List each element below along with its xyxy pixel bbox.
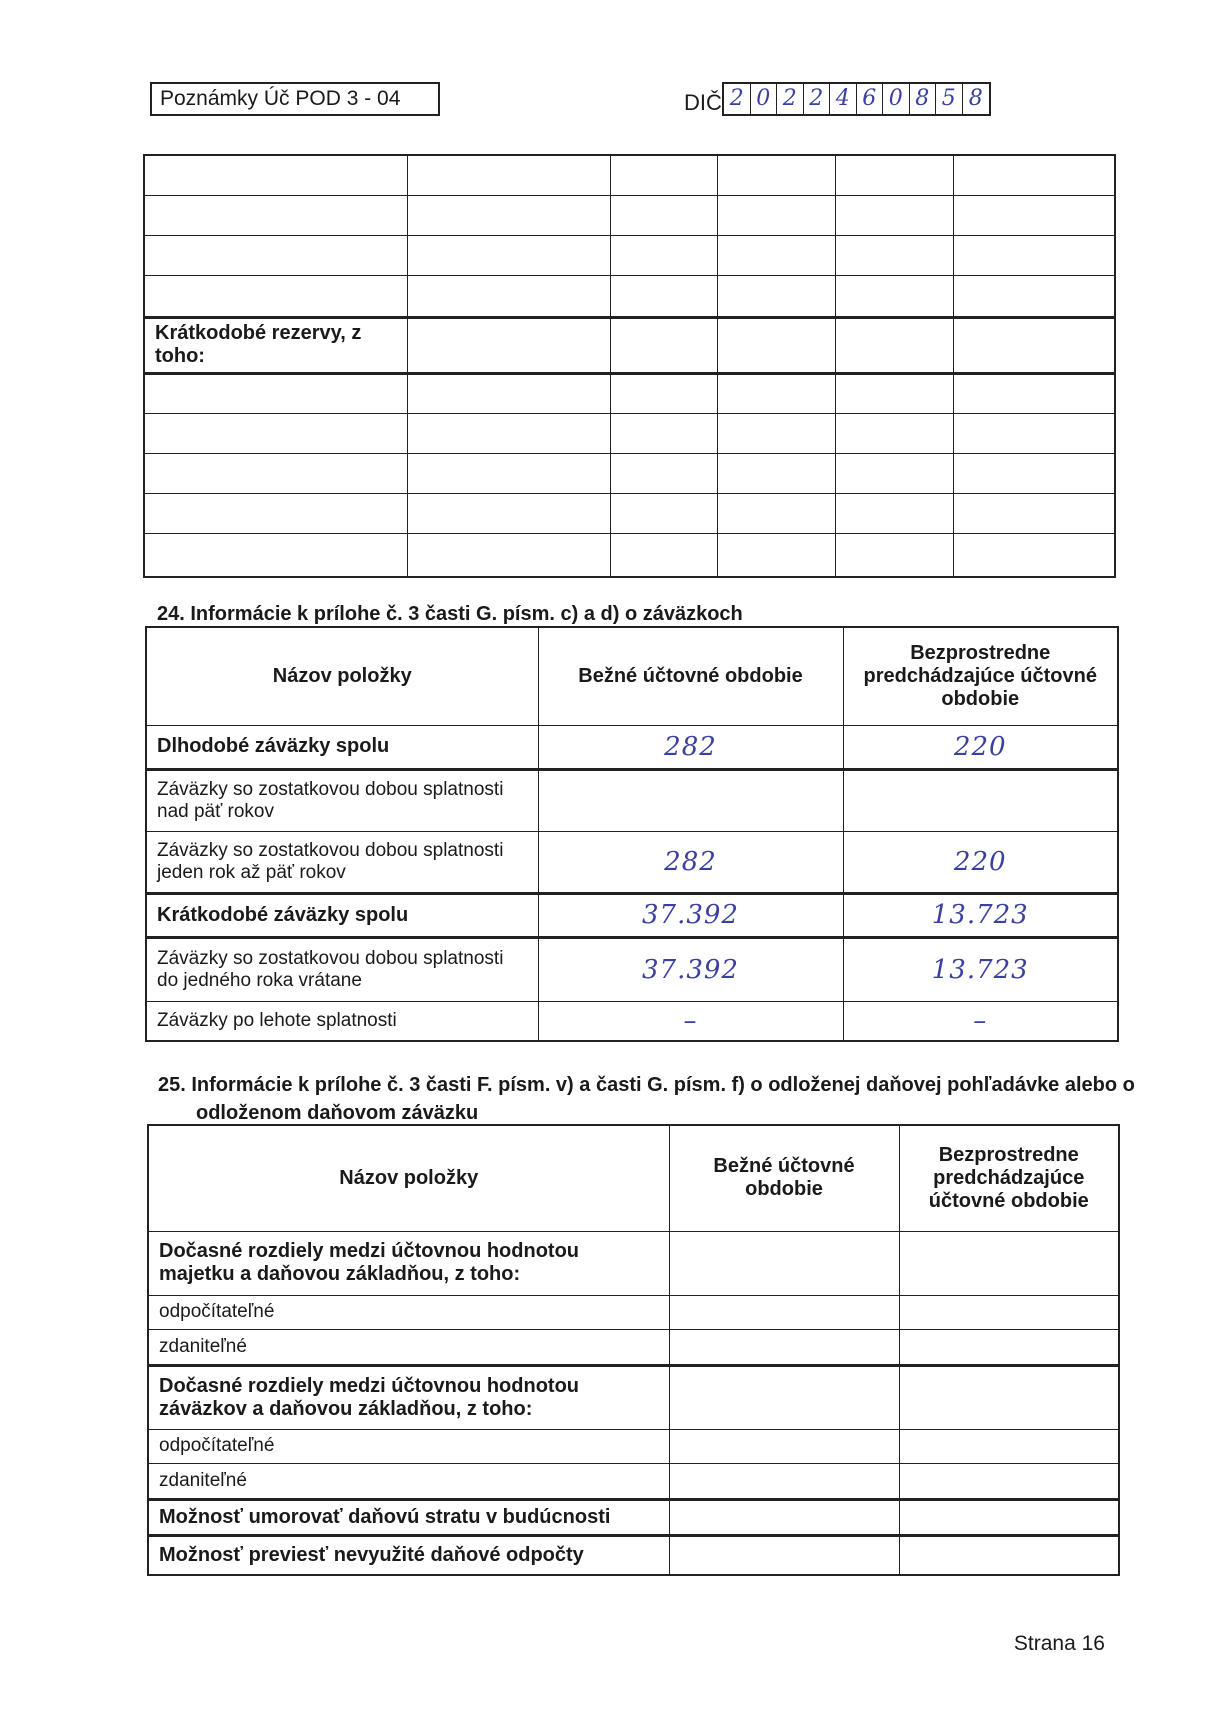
table-header-row [146, 627, 1118, 725]
dic-digit: 2 [724, 84, 751, 114]
previous-value: 220 [843, 725, 1118, 769]
section-24-title: 24. Informácie k prílohe č. 3 časti G. písm. c) a d) o záväzkoch [157, 603, 743, 625]
deferred-tax-table [147, 1124, 1120, 1576]
dic-digit: 0 [751, 84, 778, 114]
short-term-provisions-label: Krátkodobé rezervy, z toho: [144, 317, 407, 373]
row-label: Dočasné rozdiely medzi účtovnou hodnotou záväzkov a daňovou základňou, z toho: [148, 1365, 669, 1429]
row-label: Dočasné rozdiely medzi účtovnou hodnotou majetku a daňovou základňou, z toho: [148, 1231, 669, 1295]
row-label: zdaniteľné [148, 1463, 669, 1499]
dic-label: DIČ [684, 90, 722, 115]
table-row [148, 1499, 1119, 1535]
table-row [148, 1429, 1119, 1463]
section-25-title: 25. Informácie k prílohe č. 3 časti F. písm. v) a časti G. písm. f) o odloženej daňovej pohľadávke alebo o [158, 1074, 1135, 1096]
dic-digit: 2 [804, 84, 831, 114]
table-row [148, 1463, 1119, 1499]
previous-value: 13.723 [843, 893, 1118, 937]
row-label: Možnosť previesť nevyužité daňové odpočty [148, 1535, 669, 1575]
section-25-title-line2: odloženom daňovom záväzku [196, 1102, 479, 1124]
col-header-item-name: Názov položky [146, 627, 538, 725]
col-header-previous-period: Bezprostredne predchádzajúce účtovné obdobie [899, 1125, 1119, 1231]
current-value: – [538, 1001, 843, 1041]
col-header-current-period: Bežné účtovné obdobie [538, 627, 843, 725]
current-value [538, 769, 843, 831]
table-row [144, 373, 1115, 413]
table-row [146, 937, 1118, 1001]
current-value: 282 [538, 831, 843, 893]
row-label: odpočítateľné [148, 1295, 669, 1329]
dic-digit: 8 [910, 84, 937, 114]
table-header-row [148, 1125, 1119, 1231]
table-row [148, 1231, 1119, 1295]
table-row [146, 893, 1118, 937]
col-header-previous-period: Bezprostredne predchádzajúce účtovné obdobie [843, 627, 1118, 725]
current-value: 282 [538, 725, 843, 769]
dic-digit: 6 [857, 84, 884, 114]
previous-value: 220 [843, 831, 1118, 893]
col-header-item-name: Názov položky [148, 1125, 669, 1231]
col-header-current-period: Bežné účtovné obdobie [669, 1125, 899, 1231]
dic-digit: 5 [936, 84, 963, 114]
table-row [144, 533, 1115, 577]
dic-digit: 4 [830, 84, 857, 114]
form-label: Poznámky Úč POD 3 - 04 [150, 82, 440, 116]
table-row [144, 413, 1115, 453]
current-value: 37.392 [538, 937, 843, 1001]
table-row [144, 235, 1115, 275]
table-row [146, 725, 1118, 769]
row-label: Krátkodobé záväzky spolu [146, 893, 538, 937]
row-label: odpočítateľné [148, 1429, 669, 1463]
dic-digit: 8 [968, 86, 983, 111]
page-number: Strana 16 [1013, 1632, 1105, 1655]
row-label: Záväzky so zostatkovou dobou splatnosti do jedného roka vrátane [146, 937, 538, 1001]
table-row [144, 493, 1115, 533]
dic-digit: 0 [883, 84, 910, 114]
table-row [144, 155, 1115, 195]
table-row [148, 1295, 1119, 1329]
table-row [144, 317, 1115, 373]
table-row [146, 831, 1118, 893]
row-label: Možnosť umorovať daňovú stratu v budúcnosti [148, 1499, 669, 1535]
liabilities-table [145, 626, 1119, 1042]
previous-value: 13.723 [843, 937, 1118, 1001]
row-label: Záväzky so zostatkovou dobou splatnosti nad päť rokov [146, 769, 538, 831]
table-row [146, 1001, 1118, 1041]
table-row [146, 769, 1118, 831]
row-label: Záväzky po lehote splatnosti [146, 1001, 538, 1041]
row-label: zdaniteľné [148, 1329, 669, 1365]
table-row [148, 1329, 1119, 1365]
dic-digit: 2 [777, 84, 804, 114]
table-row [144, 195, 1115, 235]
table-row [144, 275, 1115, 317]
provisions-table [143, 154, 1116, 578]
row-label: Záväzky so zostatkovou dobou splatnosti jeden rok až päť rokov [146, 831, 538, 893]
previous-value [843, 769, 1118, 831]
current-value: 37.392 [538, 893, 843, 937]
table-row [144, 453, 1115, 493]
row-label: Dlhodobé záväzky spolu [146, 725, 538, 769]
table-row [148, 1535, 1119, 1575]
dic-number-boxes [722, 82, 991, 116]
previous-value: – [843, 1001, 1118, 1041]
table-row [148, 1365, 1119, 1429]
